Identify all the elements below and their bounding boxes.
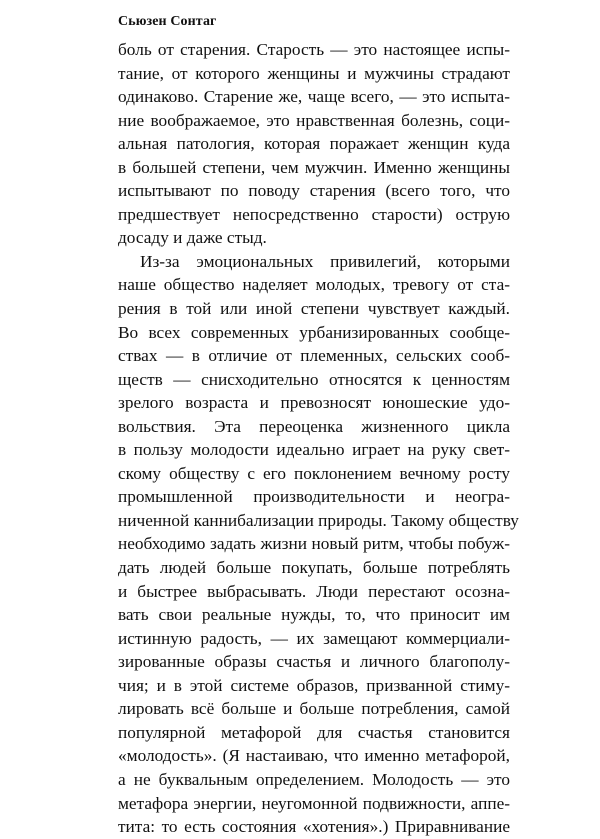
text-line: Из-за эмоциональных привилегий, которыми: [140, 251, 510, 271]
text-line: промышленной производительности и неогра-: [118, 487, 510, 507]
text-line: ниченной каннибализации природы. Такому обществу: [118, 510, 519, 530]
text-line: ние воображаемое, это нравственная болезнь, соци-: [118, 110, 510, 130]
running-head-author: Сьюзен Сонтаг: [118, 14, 217, 29]
text-line: ществ — снисходительно относятся к ценностям: [118, 369, 510, 389]
text-line: испытывают по поводу старения (всего того, что: [118, 181, 510, 201]
text-line: популярной метафорой для счастья становится: [118, 722, 510, 742]
text-line: «молодость». (Я настаиваю, что именно метафорой,: [118, 746, 510, 766]
text-line: вольствия. Эта переоценка жизненного цикла: [118, 416, 510, 436]
text-line: наше общество наделяет молодых, тревогу от ста-: [118, 275, 510, 295]
text-line: в пользу молодости идеально играет на руку свет-: [118, 440, 510, 460]
text-line: боль от старения. Старость — это настоящее испы-: [118, 40, 510, 59]
text-line: чия; и в этой системе образов, призванной стиму-: [118, 675, 510, 695]
text-line: зрелого возраста и превозносят юношеские удо-: [118, 393, 510, 413]
text-line: дать людей больше покупать, больше потреблять: [118, 558, 510, 578]
text-line: истинную радость, — их замещают коммерциали-: [118, 628, 510, 648]
text-line: а не буквальным определением. Молодость — это: [118, 769, 510, 789]
text-line: и быстрее выбрасывать. Люди перестают осозна-: [118, 581, 510, 601]
text-line: предшествует непосредственно старости) острую: [118, 204, 510, 224]
text-line: Во всех современных урбанизированных сообще-: [118, 322, 510, 342]
text-line: вать свои реальные нужды, то, что приносит им: [118, 605, 510, 625]
text-line: одинаково. Старение же, чаще всего, — это испыта-: [118, 87, 510, 107]
text-line: тита: то есть состояния «хотения».) Приравнивание: [118, 817, 510, 837]
text-line: скому обществу с его поклонением вечному росту: [118, 463, 510, 483]
text-line: зированные образы счастья и личного благополу-: [118, 652, 510, 672]
body-text: [118, 38, 519, 839]
text-line: метафора энергии, неугомонной подвижности, аппе-: [118, 793, 510, 813]
text-line: в большей степени, чем мужчин. Именно женщины: [118, 157, 510, 177]
text-line: досаду и даже стыд.: [118, 228, 267, 248]
text-line: ствах — в отличие от племенных, сельских сооб-: [118, 346, 510, 366]
text-line: рения в той или иной степени чувствует каждый.: [118, 299, 510, 319]
text-line: лировать всё больше и больше потребления, самой: [118, 699, 510, 719]
text-line: альная патология, которая поражает женщин куда: [118, 134, 510, 154]
text-line: тание, от которого женщины и мужчины страдают: [118, 63, 510, 83]
text-line: необходимо задать жизни новый ритм, чтобы побуж-: [118, 534, 510, 554]
